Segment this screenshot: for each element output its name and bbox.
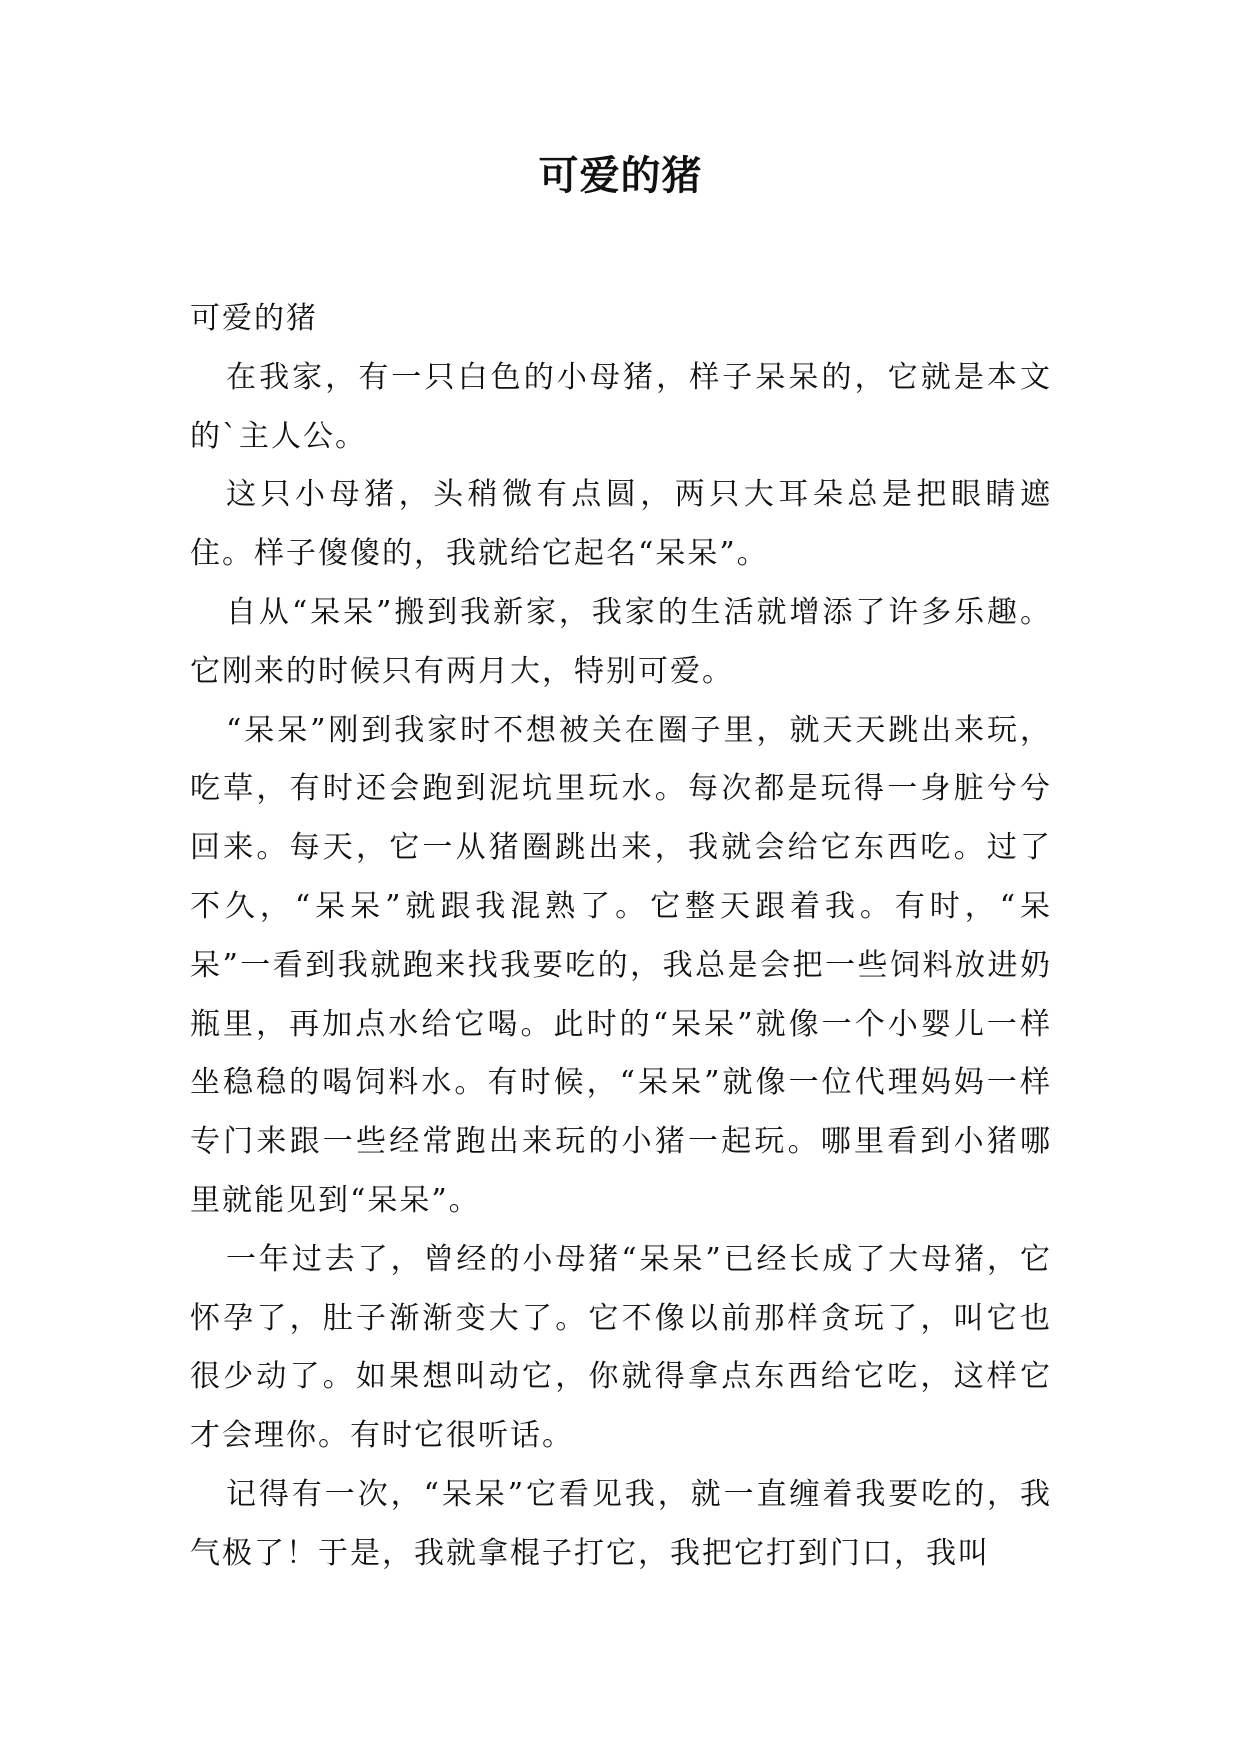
paragraph-3: 自从“呆呆”搬到我新家，我家的生活就增添了许多乐趣。它刚来的时候只有两月大，特别可爱。 xyxy=(190,594,1052,689)
paragraph-1: 在我家，有一只白色的小母猪，样子呆呆的，它就是本文的`主人公。 xyxy=(190,359,1052,454)
document-title: 可爱的猪 xyxy=(538,153,703,199)
body-heading: 可爱的猪 xyxy=(190,301,318,336)
paragraph-4: “呆呆”刚到我家时不想被关在圈子里，就天天跳出来玩，吃草，有时还会跑到泥坑里玩水。每次都是玩得一身脏兮兮回来。每天，它一从猪圈跳出来，我就会给它东西吃。过了不久，“呆呆”就跟我混熟了。它整天跟着我。有时，“呆呆”一看到我就跑来找我要吃的，我总是会把一些饲料放进奶瓶里，再加点水给它喝。此时的“呆呆”就像一个小婴儿一样坐稳稳的喝饲料水。有时候，“呆呆”就像一位代理妈妈一样专门来跟一些经常跑出来玩的小猪一起玩。哪里看到小猪哪里就能见到“呆呆”。 xyxy=(190,712,1052,1218)
paragraph-2: 这只小母猪，头稍微有点圆，两只大耳朵总是把眼睛遮住。样子傻傻的，我就给它起名“呆呆”。 xyxy=(190,477,1052,572)
paragraph-5: 一年过去了，曾经的小母猪“呆呆”已经长成了大母猪，它怀孕了，肚子渐渐变大了。它不像以前那样贪玩了，叫它也很少动了。如果想叫动它，你就得拿点东西给它吃，这样它才会理你。有时它很听话。 xyxy=(190,1241,1052,1454)
document-body xyxy=(190,290,1052,1584)
paragraph-6: 记得有一次，“呆呆”它看见我，就一直缠着我要吃的，我气极了！于是，我就拿棍子打它，我把它打到门口，我叫 xyxy=(190,1476,1052,1571)
